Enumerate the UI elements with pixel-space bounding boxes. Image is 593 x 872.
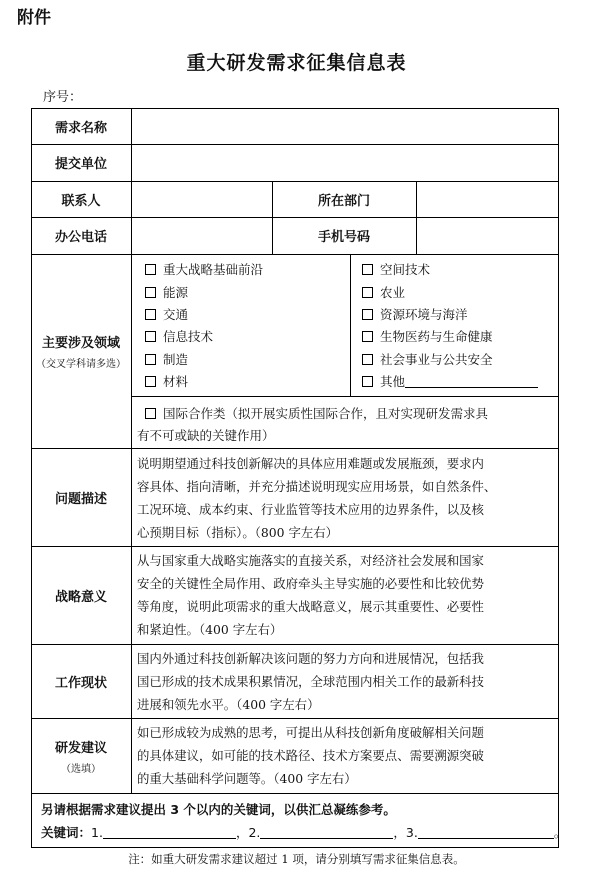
checkbox-icon[interactable] <box>362 264 373 275</box>
problem-description[interactable]: 说明期望通过科技创新解决的具体应用难题或发展瓶颈，要求内 容具体、指向清晰，并充分描述说明现实应用场景，如自然条件、 工况环境、成本约束、行业监管等技术应用的边界条件，以及核 心预期目标（指标）。（800 字左右） <box>137 456 497 540</box>
checkbox-icon[interactable] <box>145 264 156 275</box>
domain-sub-divider <box>131 396 559 397</box>
domain-sub-label: （交叉学科请多选） <box>36 359 126 370</box>
checkbox-icon[interactable] <box>145 331 156 342</box>
other-blank-line[interactable] <box>405 375 538 388</box>
keyword-2-field[interactable] <box>260 826 393 839</box>
office-phone-field[interactable] <box>132 218 272 254</box>
status-label: 工作现状 <box>54 675 107 691</box>
department-label: 所在部门 <box>317 193 370 209</box>
strategic-description[interactable]: 从与国家重大战略实施落实的直接关系，对经济社会发展和国家 安全的关键性全局作用、政府牵头主导实施的必要性和比较优势 等角度，说明此项需求的重大战略意义，展示其重要性、必要性 和紧迫性。（400 字左右） <box>137 553 484 637</box>
domain-option-10[interactable]: 社会事业与公共安全 <box>362 350 493 368</box>
strategic-label: 战略意义 <box>54 589 107 605</box>
suggestion-sub-label: （选填） <box>61 763 101 775</box>
problem-label: 问题描述 <box>54 491 107 507</box>
checkbox-icon[interactable] <box>145 287 156 298</box>
domain-option-9[interactable]: 生物医药与生命健康 <box>362 327 493 345</box>
international-option-cont: 有不可或缺的关键作用） <box>137 428 275 443</box>
keywords-hint: 另请根据需求建议提出 3 个以内的关键词，以供汇总凝练参考。 <box>41 802 396 817</box>
domain-option-7[interactable]: 农业 <box>362 283 405 301</box>
checkbox-icon[interactable] <box>362 287 373 298</box>
department-field[interactable] <box>417 182 558 217</box>
submitter-field[interactable] <box>132 145 558 181</box>
keywords-label: 关键词： <box>41 825 92 840</box>
checkbox-icon[interactable] <box>362 354 373 365</box>
keywords-line: 关键词：1. ，2. ，3. 。 <box>41 825 567 840</box>
domain-main-label: 主要涉及领域 <box>41 336 120 351</box>
domain-option-5[interactable]: 材料 <box>145 372 188 390</box>
office-phone-label: 办公电话 <box>54 230 107 245</box>
suggestion-description[interactable]: 如已形成较为成熟的思考，可提出从科技创新角度破解相关问题 的具体建议，如可能的技术路径、技术方案要点、需要溯源突破 的重大基础科学问题等。（400 字左右） <box>137 725 484 786</box>
domain-label <box>31 254 131 448</box>
domain-option-1[interactable]: 能源 <box>145 283 188 301</box>
checkbox-icon[interactable] <box>145 354 156 365</box>
checkbox-icon[interactable] <box>362 309 373 320</box>
contact-field[interactable] <box>132 182 272 217</box>
domain-option-other[interactable]: 其他 <box>362 372 538 390</box>
contact-label: 联系人 <box>61 193 101 209</box>
suggestion-label <box>31 718 131 793</box>
international-option[interactable]: 国际合作类（拟开展实质性国际合作，且对实现研发需求具 <box>145 404 488 422</box>
checkbox-icon[interactable] <box>145 309 156 320</box>
suggestion-main-label: 研发建议 <box>54 740 107 756</box>
page-title: 重大研发需求征集信息表 <box>186 52 407 74</box>
domain-option-6[interactable]: 空间技术 <box>362 260 430 278</box>
keyword-1-field[interactable] <box>103 826 236 839</box>
domain-column-divider <box>350 254 351 396</box>
domain-option-2[interactable]: 交通 <box>145 305 188 323</box>
demand-name-label: 需求名称 <box>54 120 107 136</box>
serial-number-label: 序号： <box>43 90 83 105</box>
domain-option-0[interactable]: 重大战略基础前沿 <box>145 260 263 278</box>
submitter-label: 提交单位 <box>54 157 107 172</box>
row-divider <box>31 793 559 794</box>
attachment-label: 附件 <box>17 8 51 28</box>
checkbox-icon[interactable] <box>362 376 373 387</box>
checkbox-icon[interactable] <box>145 376 156 387</box>
mobile-label: 手机号码 <box>317 230 370 245</box>
domain-option-8[interactable]: 资源环境与海洋 <box>362 305 468 323</box>
domain-option-4[interactable]: 制造 <box>145 350 188 368</box>
domain-option-3[interactable]: 信息技术 <box>145 327 213 345</box>
footnote: 注：如重大研发需求建议超过 1 项，请分别填写需求征集信息表。 <box>128 852 465 866</box>
checkbox-icon[interactable] <box>362 331 373 342</box>
checkbox-icon[interactable] <box>145 408 156 419</box>
demand-name-field[interactable] <box>132 109 558 144</box>
mobile-field[interactable] <box>417 218 558 254</box>
keyword-3-field[interactable] <box>418 826 554 839</box>
status-description[interactable]: 国内外通过科技创新解决该问题的努力方向和进展情况，包括我 国已形成的技术成果积累情况，全球范围内相关工作的最新科技 进展和领先水平。（400 字左右） <box>137 651 484 712</box>
